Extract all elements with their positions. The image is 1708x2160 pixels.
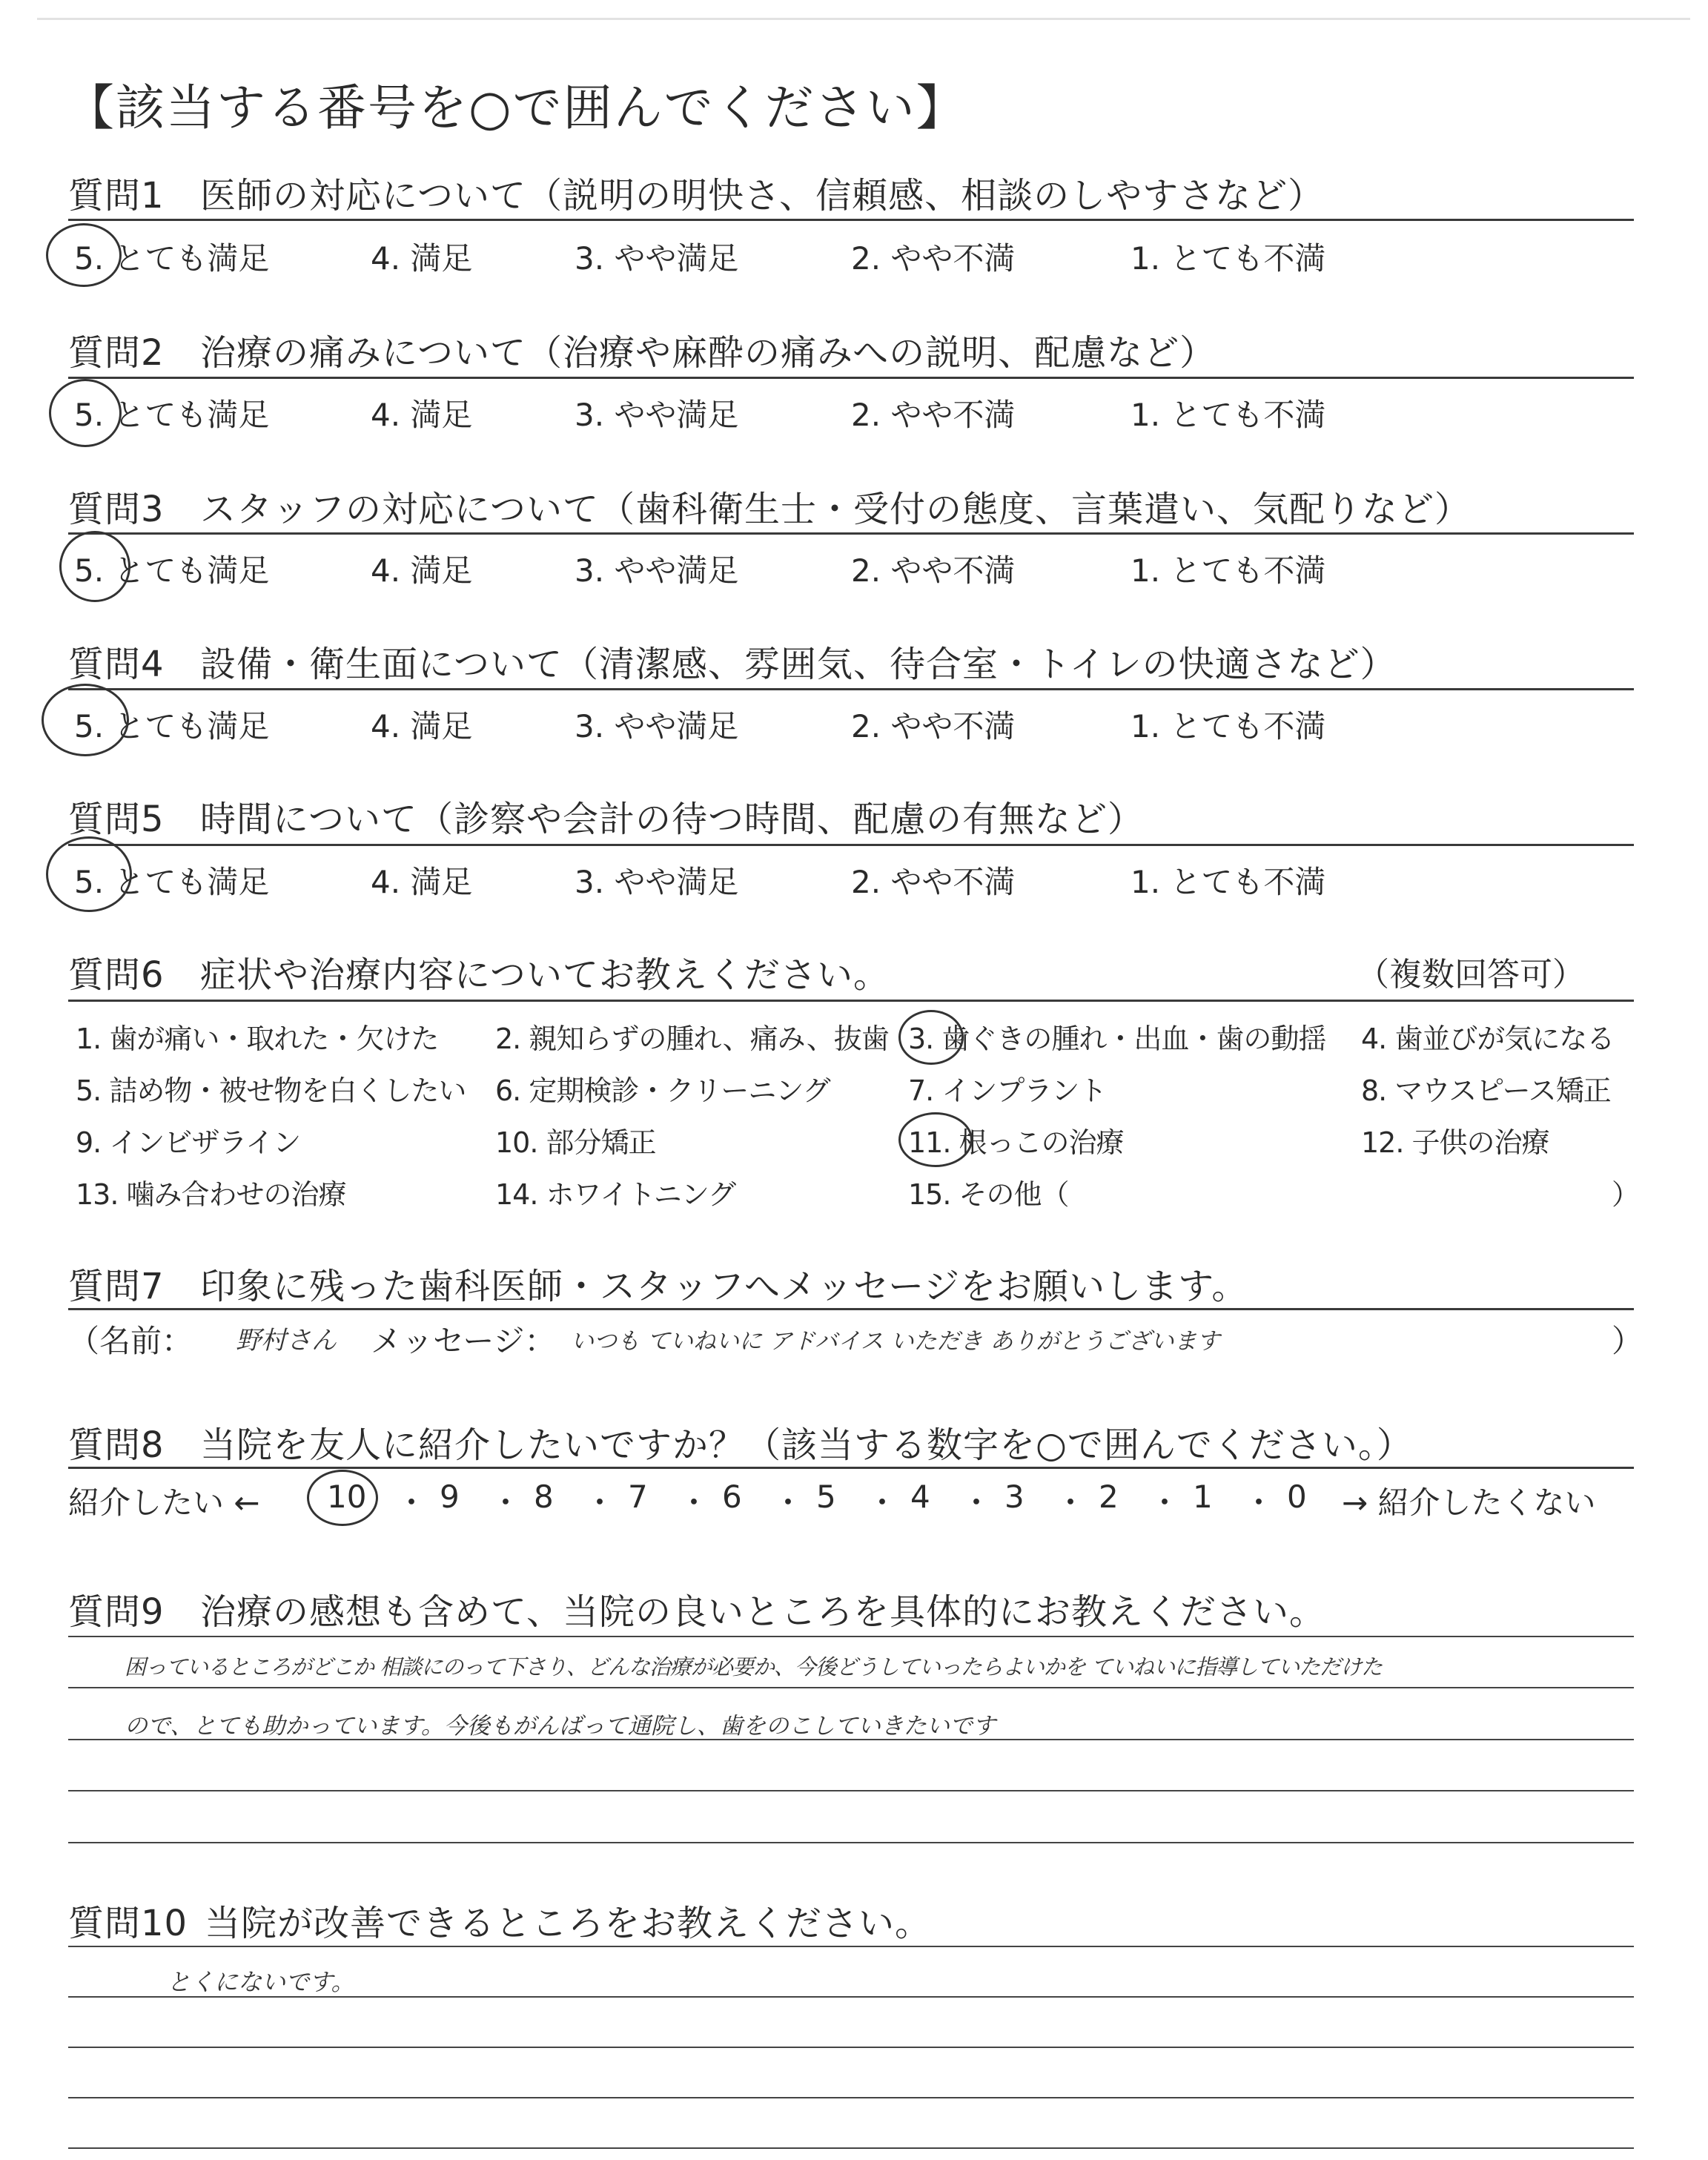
question-7 [68,1258,1248,1309]
question-8-text: 当院を友人に紹介したいですか？（該当する数字を○で囲んでください。） [200,1424,1413,1466]
scale-9[interactable]: 9 [440,1479,460,1515]
q4-selection-circle [42,684,129,756]
q6-other-close-paren: ） [1612,1178,1640,1211]
q6-item-11-selection-circle [898,1112,973,1167]
q1-option-1[interactable]: 1. とても不満 [1131,240,1326,277]
q2-selection-circle [49,379,122,447]
question-3-text: スタッフの対応について（歯科衛生士・受付の態度、言葉遣い、気配りなど） [200,489,1472,530]
question-5-text: 時間について（診察や会計の待つ時間、配慮の有無など） [200,799,1145,840]
q6-item-3[interactable]: 3. 歯ぐきの腫れ・出血・歯の動揺 [908,1023,1326,1055]
scale-1[interactable]: 1 [1193,1479,1213,1515]
message-close-paren: ） [1612,1323,1644,1359]
scale-sep: ・ [490,1484,522,1521]
q5-option-4[interactable]: 4. 満足 [371,864,473,900]
scale-sep: ・ [1055,1484,1087,1521]
q6-item-6[interactable]: 6. 定期検診・クリーニング [495,1074,830,1107]
q1-option-2[interactable]: 2. やや不満 [851,240,1016,277]
q6-item-13[interactable]: 13. 噛み合わせの治療 [76,1178,346,1211]
q3-option-3[interactable]: 3. やや満足 [575,552,739,589]
question-2 [68,324,1216,375]
q2-option-3[interactable]: 3. やや満足 [575,397,739,433]
message-value[interactable]: いつも ていねいに アドバイス いただき ありがとうございます [571,1328,1220,1355]
question-7-rule [68,1308,1634,1310]
scale-6[interactable]: 6 [722,1479,742,1515]
q9-answer-line-2[interactable]: ので、とても助かっています。今後もがんばって通院し、歯をのこしていきたいです [125,1713,996,1740]
q5-option-1[interactable]: 1. とても不満 [1131,864,1326,900]
name-label: （名前： [68,1323,193,1359]
question-3 [68,480,1471,532]
q4-option-4[interactable]: 4. 満足 [371,708,473,744]
q1-option-3[interactable]: 3. やや満足 [575,240,739,277]
recommend-right-label: → 紹介したくない [1342,1484,1596,1521]
q6-item-3-selection-circle [898,1010,964,1065]
answer-line [68,2147,1634,2149]
scale-sep: ・ [867,1484,898,1521]
question-6 [68,946,890,997]
scale-sep: ・ [1149,1484,1181,1521]
q5-option-5[interactable]: 5. とても満足 [74,864,270,900]
q6-item-4[interactable]: 4. 歯並びが気になる [1361,1023,1615,1055]
answer-line [68,1687,1634,1688]
answer-line [68,1790,1634,1791]
question-4 [68,635,1397,687]
q6-item-7[interactable]: 7. インプラント [908,1074,1107,1107]
question-5-number: 質問5 [68,799,165,840]
question-3-rule [68,532,1634,535]
question-9-number: 質問9 [68,1591,165,1633]
scale-4[interactable]: 4 [910,1479,930,1515]
question-2-text: 治療の痛みについて（治療や麻酔の痛みへの説明、配慮など） [200,332,1217,374]
question-2-number: 質問2 [68,332,165,374]
q3-option-2[interactable]: 2. やや不満 [851,552,1016,589]
q4-option-5[interactable]: 5. とても満足 [74,708,270,744]
q6-item-14[interactable]: 14. ホワイトニング [495,1178,736,1211]
page-title: 【該当する番号を○で囲んでください】 [65,79,967,136]
q4-option-3[interactable]: 3. やや満足 [575,708,739,744]
question-9 [68,1583,1325,1634]
q6-item-2[interactable]: 2. 親知らずの腫れ、痛み、抜歯 [495,1023,889,1055]
answer-line [68,1636,1634,1637]
q6-item-11[interactable]: 11. 根っこの治療 [908,1126,1124,1159]
q1-option-4[interactable]: 4. 満足 [371,240,473,277]
scale-sep: ・ [772,1484,804,1521]
recommend-left-label: 紹介したい ← [68,1484,260,1521]
question-5-rule [68,844,1634,846]
q6-item-12[interactable]: 12. 子供の治療 [1361,1126,1549,1159]
q9-answer-line-1[interactable]: 困っているところがどこか 相談にのって下さり、どんな治療が必要か、今後どうしていったらよいかを ていねいに指導していただけた [125,1654,1383,1680]
message-label: メッセージ： [371,1323,556,1359]
q4-option-2[interactable]: 2. やや不満 [851,708,1016,744]
scale-sep: ・ [1243,1484,1275,1521]
scale-10-selection-circle [307,1470,378,1526]
answer-line [68,1946,1634,1947]
question-8-number: 質問8 [68,1424,165,1466]
q2-option-4[interactable]: 4. 満足 [371,397,473,433]
answer-line [68,2097,1634,2098]
q2-option-1[interactable]: 1. とても不満 [1131,397,1326,433]
scale-7[interactable]: 7 [628,1479,648,1515]
scale-5[interactable]: 5 [816,1479,836,1515]
q3-option-1[interactable]: 1. とても不満 [1131,552,1326,589]
question-9-text: 治療の感想も含めて、当院の良いところを具体的にお教えください。 [200,1591,1326,1633]
question-8 [68,1416,1413,1467]
question-4-rule [68,688,1634,690]
question-4-text: 設備・衛生面について（清潔感、雰囲気、待合室・トイレの快適さなど） [200,644,1397,685]
multiple-answer-note: （複数回答可） [1357,956,1585,994]
question-2-rule [68,377,1634,379]
top-border [37,18,1690,20]
scale-0[interactable]: 0 [1287,1479,1307,1515]
q6-item-5[interactable]: 5. 詰め物・被せ物を白くしたい [76,1074,466,1107]
scale-sep: ・ [396,1484,428,1521]
q5-option-3[interactable]: 3. やや満足 [575,864,739,900]
scale-3[interactable]: 3 [1004,1479,1025,1515]
scale-8[interactable]: 8 [534,1479,554,1515]
q10-answer-line-1[interactable]: とくにないです。 [167,1968,355,1996]
question-5 [68,790,1144,842]
question-7-text: 印象に残った歯科医師・スタッフへメッセージをお願いします。 [200,1266,1248,1307]
scale-10[interactable]: 10 [327,1479,367,1515]
answer-line [68,1842,1634,1843]
q2-option-2[interactable]: 2. やや不満 [851,397,1016,433]
q3-option-5[interactable]: 5. とても満足 [74,552,270,589]
scale-2[interactable]: 2 [1099,1479,1119,1515]
question-4-number: 質問4 [68,644,165,685]
question-3-number: 質問3 [68,489,165,530]
q6-item-9[interactable]: 9. インビザライン [76,1126,301,1159]
q2-option-5[interactable]: 5. とても満足 [74,397,270,433]
q1-option-5[interactable]: 5. とても満足 [74,240,270,277]
q6-item-8[interactable]: 8. マウスピース矯正 [1361,1074,1611,1107]
q5-selection-circle [46,836,132,912]
question-1-rule [68,219,1634,221]
scale-sep: ・ [678,1484,710,1521]
question-6-text: 症状や治療内容についてお教えください。 [200,954,890,996]
question-10-text: 当院が改善できるところをお教えください。 [205,1903,932,1944]
answer-line [68,2047,1634,2048]
question-10-number: 質問10 [68,1903,188,1944]
q5-option-2[interactable]: 2. やや不満 [851,864,1016,900]
question-1-number: 質問1 [68,175,165,217]
question-6-rule [68,1000,1634,1002]
q6-item-15[interactable]: 15. その他（ [908,1178,1069,1211]
q6-item-10[interactable]: 10. 部分矯正 [495,1126,656,1159]
question-6-number: 質問6 [68,954,165,996]
question-10 [68,1895,931,1946]
q3-selection-circle [59,531,130,602]
scale-sep: ・ [584,1484,616,1521]
q3-option-4[interactable]: 4. 満足 [371,552,473,589]
name-value[interactable]: 野村さん [236,1326,337,1355]
question-8-rule [68,1467,1634,1469]
q4-option-1[interactable]: 1. とても不満 [1131,708,1326,744]
question-1-text: 医師の対応について（説明の明快さ、信頼感、相談のしやすさなど） [200,175,1325,217]
q6-item-1[interactable]: 1. 歯が痛い・取れた・欠けた [76,1023,439,1055]
scale-sep: ・ [961,1484,993,1521]
question-1 [68,167,1324,218]
question-7-number: 質問7 [68,1266,165,1307]
q1-selection-circle [46,223,122,287]
